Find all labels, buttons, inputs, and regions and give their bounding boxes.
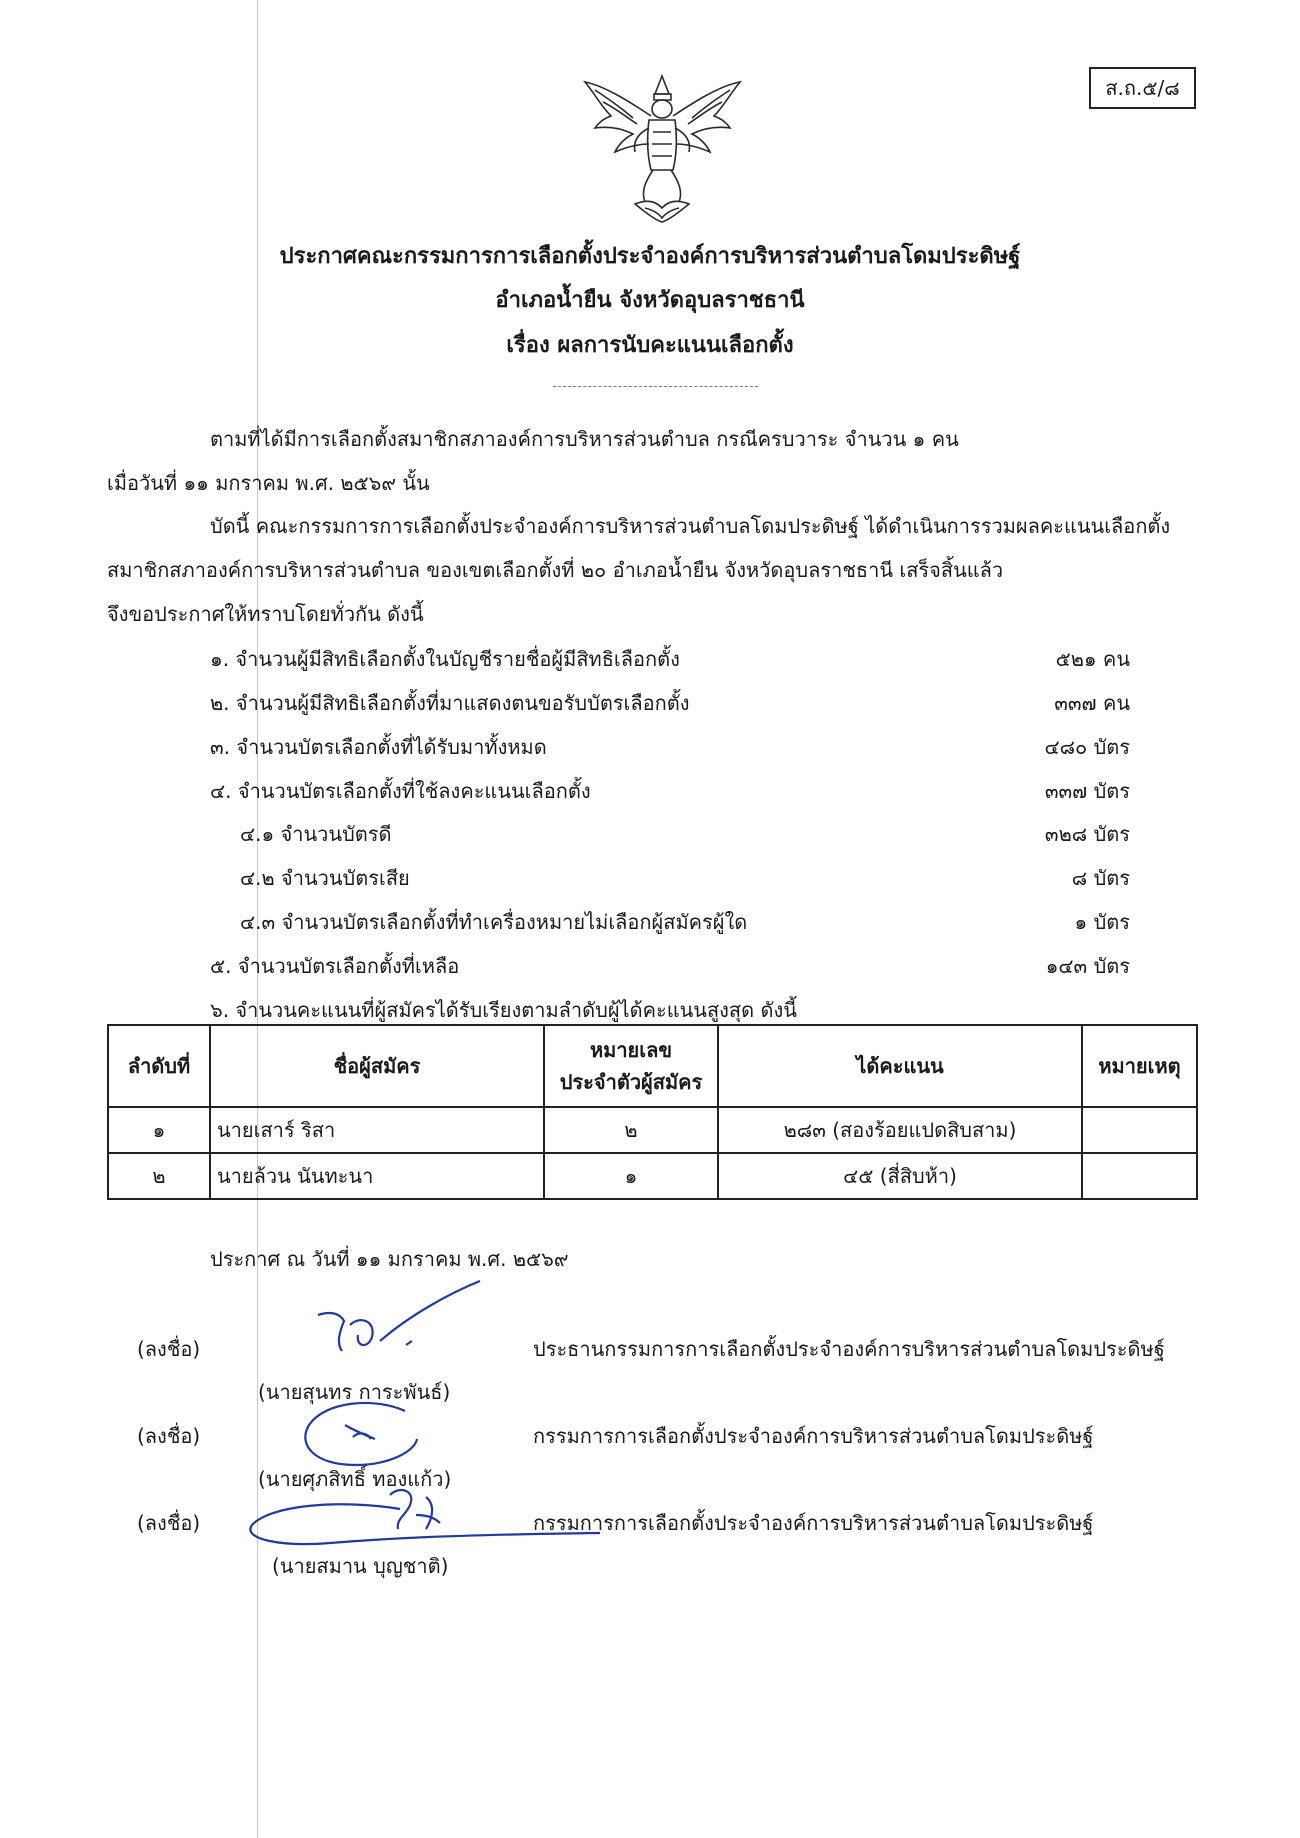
sign-label: (ลงชื่อ) [137,1511,201,1535]
item-label: ๓. จำนวนบัตรเลือกตั้งที่ได้รับมาทั้งหมด [210,735,547,759]
cell-number: ๒ [544,1107,718,1153]
item-label: ๑. จำนวนผู้มีสิทธิเลือกตั้งในบัญชีรายชื่อผู้มีสิทธิเลือกตั้ง [210,647,680,671]
cell-rank: ๑ [108,1107,210,1153]
item-value: ๓๓๗ คน [1054,691,1130,715]
header-title-line2: อำเภอน้ำยืน จังหวัดอุบลราชธานี [495,288,805,313]
table-row [108,1153,1197,1199]
col-header-number-line1: หมายเลข [589,1038,673,1062]
item-label: ๖. จำนวนคะแนนที่ผู้สมัครได้รับเรียงตามลำดับผู้ได้คะแนนสูงสุด ดังนี้ [210,998,797,1022]
item-value: ๑ บัตร [1074,910,1130,934]
cell-score: ๔๕ (สี่สิบห้า) [718,1153,1082,1199]
cell-number: ๑ [544,1153,718,1199]
header-title-line1: ประกาศคณะกรรมการการเลือกตั้งประจำองค์การบริหารส่วนตำบลโดมประดิษฐ์ [279,244,1021,269]
col-header-note: หมายเหตุ [1082,1025,1197,1107]
item-value: ๕๒๑ คน [1055,647,1130,671]
cell-rank: ๒ [108,1153,210,1199]
body-paragraph2-line3: จึงขอประกาศให้ทราบโดยทั่วกัน ดังนี้ [107,602,424,626]
cell-note [1082,1153,1197,1199]
item-value: ๓๒๘ บัตร [1044,822,1130,846]
title-divider [553,386,758,387]
item-label: ๔.๒ จำนวนบัตรเสีย [240,866,410,890]
sign-name: (นายสุนทร การะพันธ์) [258,1380,451,1404]
item-value: ๓๓๗ บัตร [1044,779,1130,803]
item-value: ๘ บัตร [1071,866,1130,890]
item-label: ๔.๓ จำนวนบัตรเลือกตั้งที่ทำเครื่องหมายไม่เลือกผู้สมัครผู้ใด [240,910,748,934]
item-label: ๕. จำนวนบัตรเลือกตั้งที่เหลือ [210,954,460,978]
cell-name: นายล้วน นันทะนา [210,1153,544,1199]
sign-name: (นายศุภสิทธิ์ ทองแก้ว) [258,1467,452,1491]
cell-score: ๒๘๓ (สองร้อยแปดสิบสาม) [718,1107,1082,1153]
table-header-row [108,1025,1197,1107]
sign-label: (ลงชื่อ) [137,1424,201,1448]
sign-title: กรรมการการเลือกตั้งประจำองค์การบริหารส่วนตำบลโดมประดิษฐ์ [533,1424,1094,1448]
sign-title: ประธานกรรมการการเลือกตั้งประจำองค์การบริหารส่วนตำบลโดมประดิษฐ์ [533,1337,1165,1361]
item-value: ๑๔๓ บัตร [1045,954,1130,978]
col-header-score: ได้คะแนน [718,1025,1082,1107]
results-table [107,1024,1198,1200]
sign-name: (นายสมาน บุญชาติ) [272,1554,449,1578]
body-paragraph1-line2: เมื่อวันที่ ๑๑ มกราคม พ.ศ. ๒๕๖๙ นั้น [107,471,430,495]
item-label: ๔. จำนวนบัตรเลือกตั้งที่ใช้ลงคะแนนเลือกตั้ง [210,779,591,803]
cell-note [1082,1107,1197,1153]
item-value: ๔๘๐ บัตร [1044,735,1130,759]
body-paragraph2-line2: สมาชิกสภาองค์การบริหารส่วนตำบล ของเขตเลือกตั้งที่ ๒๐ อำเภอน้ำยืน จังหวัดอุบลราชธานี เสร็จสิ้นแล้ว [107,558,1004,582]
form-code-box: ส.ถ.๕/๘ [1089,67,1196,109]
item-label: ๒. จำนวนผู้มีสิทธิเลือกตั้งที่มาแสดงตนขอรับบัตรเลือกตั้ง [210,691,690,715]
handwritten-signature-1 [310,1275,490,1365]
col-header-name: ชื่อผู้สมัคร [210,1025,544,1107]
sign-label: (ลงชื่อ) [137,1337,201,1361]
garuda-emblem-icon [575,72,750,227]
announce-date: ประกาศ ณ วันที่ ๑๑ มกราคม พ.ศ. ๒๕๖๙ [210,1247,569,1271]
sign-title: กรรมการการเลือกตั้งประจำองค์การบริหารส่วนตำบลโดมประดิษฐ์ [533,1511,1094,1535]
body-paragraph2-line1: บัดนี้ คณะกรรมการการเลือกตั้งประจำองค์การบริหารส่วนตำบลโดมประดิษฐ์ ได้ดำเนินการรวมผลคะแนนเลือกตั้ง [210,514,1171,538]
col-header-number [544,1025,718,1107]
col-header-number-line2: ประจำตัวผู้สมัคร [559,1070,703,1094]
body-paragraph1-line1: ตามที่ได้มีการเลือกตั้งสมาชิกสภาองค์การบริหารส่วนตำบล กรณีครบวาระ จำนวน ๑ คน [210,427,959,451]
item-label: ๔.๑ จำนวนบัตรดี [240,822,392,846]
cell-name: นายเสาร์ ริสา [210,1107,544,1153]
header-subject: เรื่อง ผลการนับคะแนนเลือกตั้ง [506,333,794,358]
col-header-rank: ลำดับที่ [108,1025,210,1107]
table-row [108,1107,1197,1153]
